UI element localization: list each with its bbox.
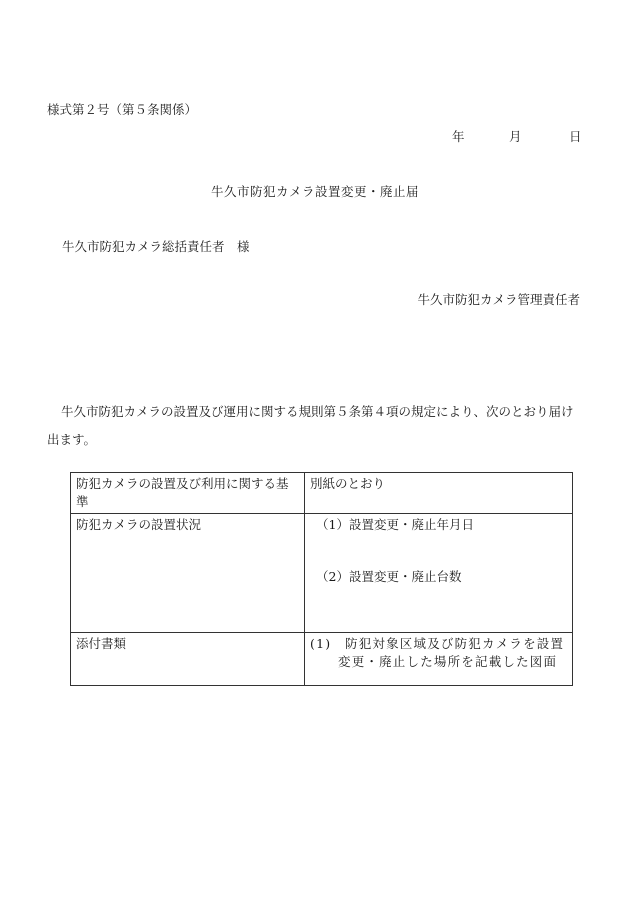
date-month-label: 月 [509, 129, 522, 144]
addressee: 牛久市防犯カメラ総括責任者 様 [62, 239, 250, 254]
date-day-label: 日 [569, 129, 582, 144]
basis-label: 防犯カメラの設置及び利用に関する基準 [71, 473, 305, 514]
table-row [71, 633, 573, 686]
status-item-date: （1）設置変更・廃止年月日 [316, 517, 474, 532]
status-value [305, 514, 573, 633]
sender: 牛久市防犯カメラ管理責任者 [417, 292, 580, 307]
info-table [70, 472, 573, 686]
document-title: 牛久市防犯カメラ設置変更・廃止届 [210, 184, 419, 199]
table-row [71, 473, 573, 514]
attachment-label: 添付書類 [71, 633, 305, 686]
attachment-value [305, 633, 573, 686]
table-row [71, 514, 573, 633]
status-item-count: （2）設置変更・廃止台数 [316, 569, 462, 584]
attachment-item: (1) 防犯対象区域及び防犯カメラを設置変更・廃止した場所を記載した図面 [310, 636, 565, 669]
body-text: 牛久市防犯カメラの設置及び運用に関する規則第５条第４項の規定により、次のとおり届け出ます。 [47, 404, 574, 447]
form-number: 様式第２号（第５条関係） [47, 102, 198, 117]
basis-value: 別紙のとおり [305, 473, 573, 514]
status-label: 防犯カメラの設置状況 [71, 514, 305, 633]
date-year-label: 年 [452, 129, 465, 144]
